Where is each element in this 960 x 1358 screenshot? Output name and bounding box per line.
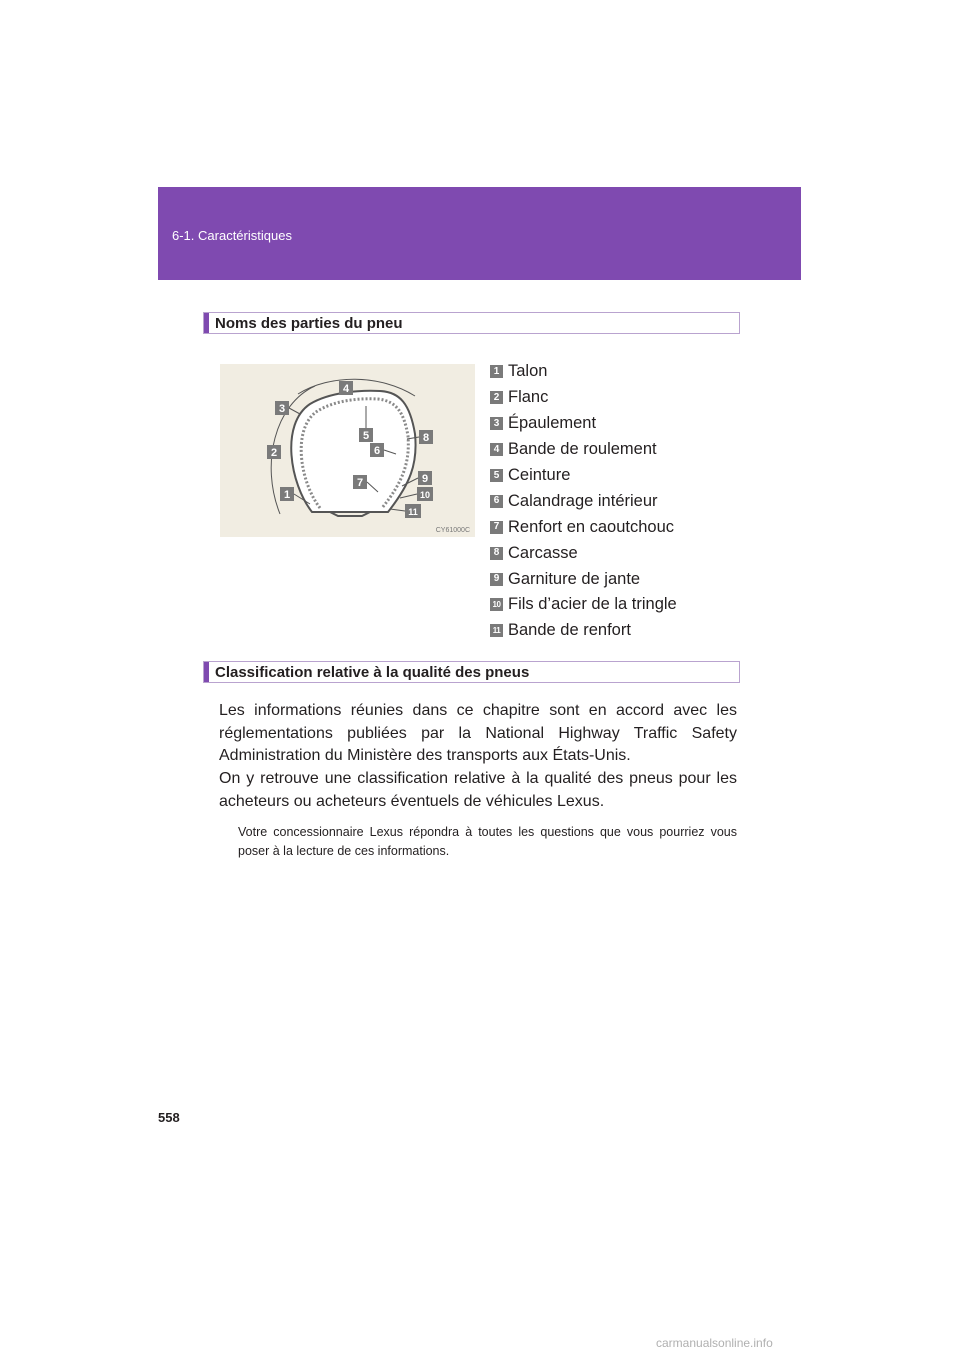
section-title: Noms des parties du pneu	[215, 315, 403, 332]
svg-text:6: 6	[373, 445, 381, 457]
svg-text:3: 3	[278, 403, 286, 415]
page-number: 558	[158, 1110, 180, 1125]
section-heading-quality-grading	[203, 661, 740, 683]
list-item	[490, 385, 677, 411]
item-number-badge: 6	[490, 495, 503, 508]
list-item	[490, 463, 677, 489]
list-item	[490, 437, 677, 463]
svg-text:9: 9	[421, 473, 429, 485]
item-label: Flanc	[508, 388, 549, 407]
item-number-badge: 10	[490, 598, 503, 611]
list-item	[490, 514, 677, 540]
callout-7	[353, 475, 367, 489]
callout-10	[417, 487, 433, 501]
section-heading-tire-parts	[203, 312, 740, 334]
item-label: Renfort en caoutchouc	[508, 517, 675, 536]
list-item	[490, 618, 677, 644]
svg-text:2: 2	[270, 447, 278, 459]
list-item	[490, 566, 677, 592]
item-number-badge: 11	[490, 624, 503, 637]
item-label: Carcasse	[508, 543, 578, 562]
body-paragraph: On y retrouve une classification relative à la qualité des pneus pour les acheteurs ou acheteurs éventuels de véhicules Lexus.	[219, 770, 737, 810]
item-number-badge: 3	[490, 417, 503, 430]
callout-11	[405, 504, 421, 518]
item-label: Calandrage intérieur	[508, 491, 658, 510]
svg-text:1: 1	[283, 489, 291, 501]
callout-1	[280, 487, 294, 501]
svg-text:11: 11	[408, 507, 418, 517]
tire-parts-list	[490, 359, 677, 644]
heading-accent-bar	[204, 662, 209, 682]
item-label: Ceinture	[508, 466, 571, 484]
item-label: Garniture de jante	[508, 569, 641, 588]
svg-text:7: 7	[356, 477, 364, 489]
section-header-bar	[158, 187, 801, 280]
item-number-badge: 2	[490, 391, 503, 404]
item-number-badge: 1	[490, 365, 503, 378]
item-label: Fils d’acier de la tringle	[508, 595, 677, 614]
svg-text:10: 10	[419, 490, 431, 500]
tire-diagram-svg	[220, 364, 475, 537]
item-number-badge: 5	[490, 469, 503, 482]
callout-5	[359, 428, 373, 442]
section-breadcrumb: 6-1. Caractéristiques	[172, 228, 292, 243]
item-number-badge: 7	[490, 521, 503, 534]
item-number-badge: 4	[490, 443, 503, 456]
note-text: Votre concessionnaire Lexus répondra à toutes les questions que vous pourriez vous poser à la lecture de ces informations.	[238, 825, 737, 858]
body-paragraph: Les informations réunies dans ce chapitre sont en accord avec les réglementations publiées par la National Highway Traffic Safety Administration du Ministère des transports aux États-Unis.	[219, 702, 737, 764]
callout-2	[267, 445, 281, 459]
svg-text:4: 4	[342, 383, 350, 395]
callout-4	[339, 381, 353, 395]
item-label: Bande de roulement	[508, 440, 657, 459]
footer-watermark: carmanualsonline.info	[656, 1336, 773, 1350]
list-item	[490, 488, 677, 514]
tire-cross-section-figure	[220, 364, 475, 537]
list-item	[490, 359, 677, 385]
list-item	[490, 540, 677, 566]
svg-text:5: 5	[362, 430, 370, 442]
figure-code: CY61000C	[435, 527, 470, 534]
list-item	[490, 411, 677, 437]
list-item	[490, 592, 677, 618]
item-number-badge: 9	[490, 573, 503, 586]
heading-accent-bar	[204, 313, 209, 333]
callout-3	[275, 401, 289, 415]
item-label: Épaulement	[508, 414, 597, 433]
callout-6	[370, 443, 384, 457]
item-label: Bande de renfort	[508, 621, 631, 640]
callout-8	[419, 430, 433, 444]
section-title: Classification relative à la qualité des pneus	[215, 664, 530, 681]
item-label: Talon	[508, 362, 548, 381]
callout-9	[418, 471, 432, 485]
svg-text:8: 8	[422, 432, 430, 444]
item-number-badge: 8	[490, 547, 503, 560]
